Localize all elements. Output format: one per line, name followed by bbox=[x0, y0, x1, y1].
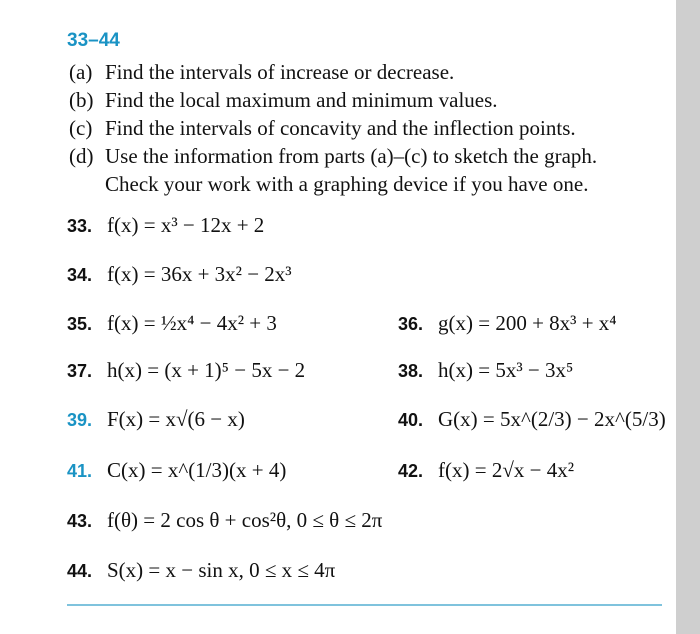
instruction-c bbox=[69, 116, 576, 141]
instruction-b bbox=[69, 88, 498, 113]
problem-37 bbox=[67, 358, 305, 383]
problem-expression: g(x) = 200 + 8x³ + x⁴ bbox=[438, 311, 617, 335]
instruction-a bbox=[69, 60, 454, 85]
problem-33 bbox=[67, 213, 264, 238]
problem-43 bbox=[67, 508, 382, 533]
problem-expression: f(θ) = 2 cos θ + cos²θ, 0 ≤ θ ≤ 2π bbox=[107, 508, 383, 532]
problem-number: 42. bbox=[398, 461, 424, 481]
problem-39 bbox=[67, 407, 245, 432]
problem-expression: f(x) = x³ − 12x + 2 bbox=[107, 213, 265, 237]
problem-38 bbox=[398, 358, 573, 383]
instruction-text: Find the local maximum and minimum values. bbox=[105, 88, 498, 112]
instruction-label: (a) bbox=[69, 60, 93, 84]
problem-number: 38. bbox=[398, 361, 424, 381]
problem-number: 33. bbox=[67, 216, 93, 236]
problem-41 bbox=[67, 458, 286, 483]
problem-expression: f(x) = 36x + 3x² − 2x³ bbox=[107, 262, 292, 286]
problem-number: 34. bbox=[67, 265, 93, 285]
problem-44 bbox=[67, 558, 335, 583]
page-edge-bar bbox=[676, 0, 700, 634]
instruction-text: Find the intervals of increase or decrease. bbox=[105, 60, 455, 84]
problem-expression: F(x) = x√(6 − x) bbox=[107, 407, 245, 431]
problem-number: 37. bbox=[67, 361, 93, 381]
instruction-d bbox=[69, 144, 597, 169]
instruction-text: Check your work with a graphing device if you have one. bbox=[105, 172, 589, 196]
problem-expression: C(x) = x^(1/3)(x + 4) bbox=[107, 458, 287, 482]
problem-expression: S(x) = x − sin x, 0 ≤ x ≤ 4π bbox=[107, 558, 336, 582]
problem-34 bbox=[67, 262, 292, 287]
problem-number: 40. bbox=[398, 410, 424, 430]
problem-expression: G(x) = 5x^(2/3) − 2x^(5/3) bbox=[438, 407, 666, 431]
problem-expression: f(x) = ½x⁴ − 4x² + 3 bbox=[107, 311, 277, 335]
instruction-text: Use the information from parts (a)–(c) to sketch the graph. bbox=[105, 144, 598, 168]
problem-35 bbox=[67, 311, 277, 336]
instruction-label: (d) bbox=[69, 144, 94, 168]
problem-expression: f(x) = 2√x − 4x² bbox=[438, 458, 574, 482]
problem-number: 41. bbox=[67, 461, 93, 481]
problem-number: 43. bbox=[67, 511, 93, 531]
section-header: 33–44 bbox=[67, 30, 120, 51]
instruction-text: Find the intervals of concavity and the inflection points. bbox=[105, 116, 576, 140]
problem-number: 35. bbox=[67, 314, 93, 334]
problem-number: 39. bbox=[67, 410, 93, 430]
problem-42 bbox=[398, 458, 574, 483]
problem-number: 44. bbox=[67, 561, 93, 581]
instruction-d-continued bbox=[105, 172, 588, 197]
problem-expression: h(x) = (x + 1)⁵ − 5x − 2 bbox=[107, 358, 306, 382]
instruction-label: (c) bbox=[69, 116, 93, 140]
problem-expression: h(x) = 5x³ − 3x⁵ bbox=[438, 358, 574, 382]
problem-40 bbox=[398, 407, 666, 432]
problem-36 bbox=[398, 311, 617, 336]
instruction-label: (b) bbox=[69, 88, 94, 112]
problem-number: 36. bbox=[398, 314, 424, 334]
bottom-rule bbox=[67, 604, 662, 606]
